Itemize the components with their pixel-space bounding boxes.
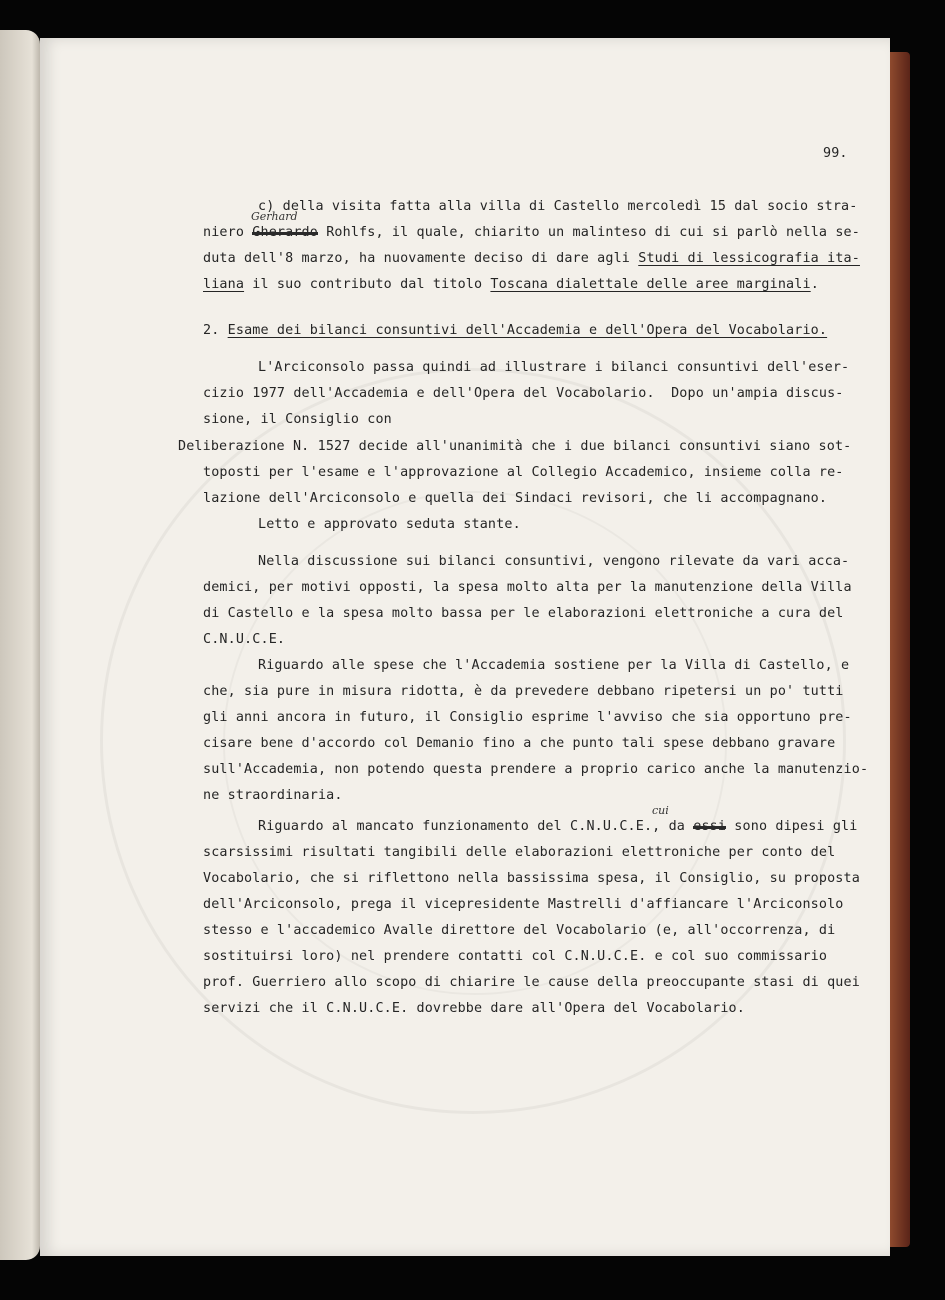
text-run: duta dell'8 marzo, ha nuovamente deciso di dare agli [203, 251, 639, 266]
para-4-line-4: cisare bene d'accordo col Demanio fino a che punto tali spese debbano gravare [203, 736, 836, 751]
para-c-line-1: c) della visita fatta alla villa di Castello mercoledì 15 dal socio stra- [258, 199, 858, 214]
deliberation-line-1: Deliberazione N. 1527 decide all'unanimità che i due bilanci consuntivi siano sot- [178, 439, 852, 454]
text-run: sono dipesi gli [726, 819, 858, 834]
para-4-line-1: Riguardo alle spese che l'Accademia sostiene per la Villa di Castello, e [258, 658, 850, 673]
para-5-line-1 [258, 818, 857, 836]
para-4-line-5: sull'Accademia, non potendo questa prendere a proprio carico anche la manutenzio- [203, 762, 869, 777]
text-run: il suo contributo dal titolo [244, 277, 491, 292]
para-c-line-3 [203, 250, 860, 268]
approval-line: Letto e approvato seduta stante. [258, 517, 521, 532]
para-3-line-2: demici, per motivi opposti, la spesa molto alta per la manutenzione della Villa [203, 580, 852, 595]
text-run: niero [203, 225, 253, 240]
text-run: . [810, 277, 819, 292]
para-3-line-4: C.N.U.C.E. [203, 632, 286, 647]
para-5-line-8: servizi che il C.N.U.C.E. dovrebbe dare all'Opera del Vocabolario. [203, 1001, 745, 1016]
para-4-line-6: ne straordinaria. [203, 788, 343, 803]
para-4-line-2: che, sia pure in misura ridotta, è da prevedere debbano ripetersi un po' tutti [203, 684, 844, 699]
para-1-line-2: cizio 1977 dell'Accademia e dell'Opera del Vocabolario. Dopo un'ampia discus- [203, 386, 844, 401]
para-5-line-6: sostituirsi loro) nel prendere contatti col C.N.U.C.E. e col suo commissario [203, 949, 828, 964]
document-page [40, 38, 890, 1256]
para-1-line-3: sione, il Consiglio con [203, 412, 392, 427]
section-2-heading [203, 322, 827, 340]
handwritten-correction: cui [652, 804, 669, 817]
para-3-line-1: Nella discussione sui bilanci consuntivi, vengono rilevate da vari acca- [258, 554, 850, 569]
underlined-title: Studi di lessicografia ita- [638, 251, 860, 266]
para-1-line-1: L'Arciconsolo passa quindi ad illustrare i bilanci consuntivi dell'eser- [258, 360, 850, 375]
text-run: Riguardo al mancato funzionamento del C.N.U.C.E., da [258, 819, 694, 834]
para-5-line-4: dell'Arciconsolo, prega il vicepresidente Mastrelli d'affiancare l'Arciconsolo [203, 897, 844, 912]
para-5-line-3: Vocabolario, che si riflettono nella bassissima spesa, il Consiglio, su proposta [203, 871, 860, 886]
handwritten-correction: Gerhard [251, 210, 298, 223]
para-5-line-7: prof. Guerriero allo scopo di chiarire le cause della preoccupante stasi di quei [203, 975, 860, 990]
struck-word: Gherardo [252, 225, 318, 240]
para-c-line-4 [203, 276, 819, 294]
section-title: Esame dei bilanci consuntivi dell'Accademia e dell'Opera del Vocabolario. [227, 323, 828, 338]
facing-page-edge [0, 30, 40, 1260]
deliberation-line-2: toposti per l'esame e l'approvazione al Collegio Accademico, insieme colla re- [203, 465, 844, 480]
section-number: 2. [203, 323, 228, 338]
para-3-line-3: di Castello e la spesa molto bassa per le elaborazioni elettroniche a cura del [203, 606, 844, 621]
para-4-line-3: gli anni ancora in futuro, il Consiglio esprime l'avviso che sia opportuno pre- [203, 710, 852, 725]
underlined-title: liana [203, 277, 245, 292]
struck-word: essi [693, 819, 727, 834]
deliberation-line-3: lazione dell'Arciconsolo e quella dei Sindaci revisori, che li accompagnano. [203, 491, 828, 506]
para-5-line-2: scarsissimi risultati tangibili delle elaborazioni elettroniche per conto del [203, 845, 836, 860]
page-number: 99. [823, 146, 848, 161]
underlined-title: Toscana dialettale delle aree marginali [490, 277, 811, 292]
text-run: Rohlfs, il quale, chiarito un malinteso di cui si parlò nella se- [317, 225, 860, 240]
para-5-line-5: stesso e l'accademico Avalle direttore del Vocabolario (e, all'occorrenza, di [203, 923, 836, 938]
para-c-line-2 [203, 224, 860, 242]
